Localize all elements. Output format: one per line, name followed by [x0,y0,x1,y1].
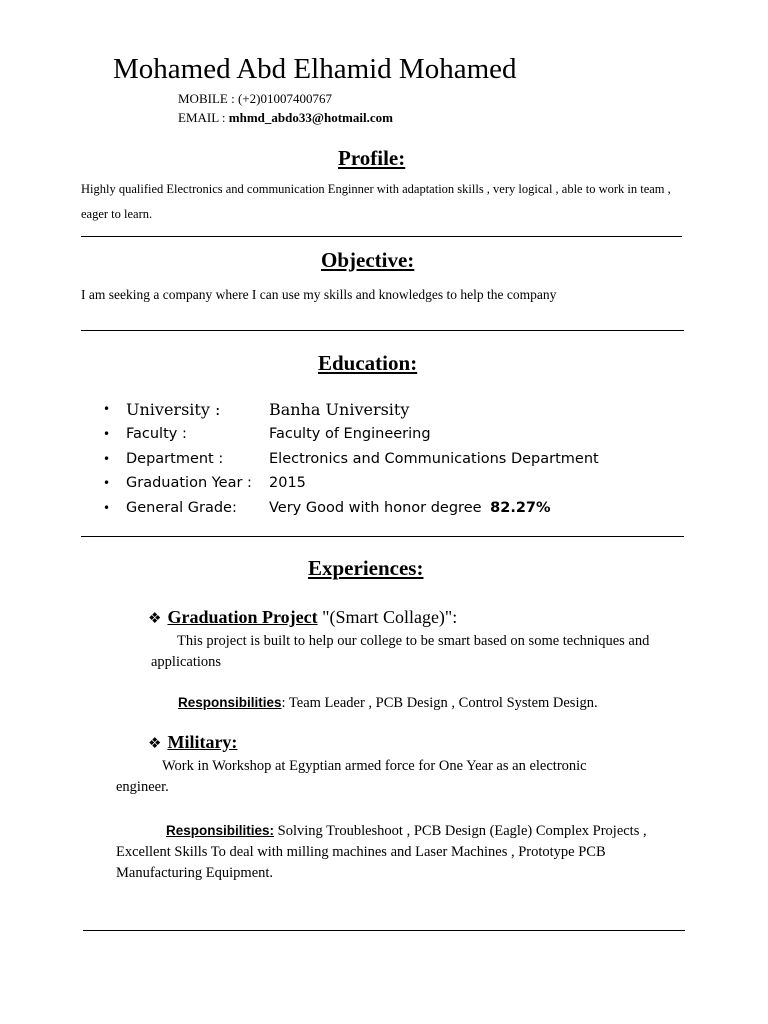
education-list [103,397,599,520]
grade-text: Very Good with honor degree [269,500,487,517]
mobile-line [178,91,332,107]
bullet: • [103,501,111,516]
responsibilities-label: Responsibilities [178,695,282,710]
divider [81,330,684,331]
email-address: mhmd_abdo33@hotmail.com [228,110,393,125]
graduation-project-responsibilities [178,692,598,714]
responsibilities-text: Solving Troubleshoot , PCB Design (Eagle) Complex Projects , Excellent Skills To deal with milling machines and Laser Machines , Prototype PCB Manufacturing Equipment. [116,823,647,881]
experiences-heading: Experiences: [308,556,424,580]
email-label: EMAIL : [178,110,229,125]
bullet: • [103,476,111,491]
military-responsibilities [116,820,661,884]
graduation-project-description: This project is built to help our college to be smart based on some techniques and applications [151,633,650,670]
mobile-label: MOBILE : [178,91,238,106]
military-description: Work in Workshop at Egyptian armed force for One Year as an electronic engineer. [116,758,587,795]
diamond-bullet-icon: ❖ [148,609,162,627]
education-value: Faculty of Engineering [269,426,431,443]
divider [81,236,682,237]
education-item-department [103,446,599,471]
education-label: Faculty : [126,426,187,443]
education-value: Banha University [269,399,410,419]
education-item-graduation-year [103,471,599,496]
education-value: 2015 [269,475,306,492]
education-label: University : [126,399,221,419]
bullet: • [103,427,111,442]
bullet: • [103,402,111,417]
graduation-project-title: Graduation Project [167,607,318,627]
education-item-faculty [103,422,599,447]
responsibilities-text: : Team Leader , PCB Design , Control System Design. [281,695,598,711]
divider [81,536,684,537]
profile-heading: Profile: [338,146,406,170]
education-label: Department : [126,450,224,467]
graduation-project-subtitle: "(Smart Collage)": [317,607,458,627]
education-value: Electronics and Communications Department [269,450,599,467]
bullet: • [103,451,111,466]
military-title-line [148,732,237,753]
education-value [269,500,551,516]
divider [83,930,685,931]
objective-heading: Objective: [321,248,415,272]
objective-text: I am seeking a company where I can use my skills and knowledges to help the company [81,287,557,302]
education-item-university [103,397,599,422]
email-line [178,110,393,126]
education-label: Graduation Year : [126,475,252,492]
military-title: Military: [167,732,238,752]
mobile-number: (+2)01007400767 [237,91,332,106]
diamond-bullet-icon: ❖ [148,734,162,752]
profile-text: Highly qualified Electronics and communication Enginner with adaptation skills , very logical , able to work in team , eager to learn. [81,182,671,221]
candidate-name: Mohamed Abd Elhamid Mohamed [113,53,517,85]
grade-percentage: 82.27% [490,500,551,517]
education-heading: Education: [318,351,418,375]
responsibilities-label: Responsibilities: [166,823,275,838]
education-label: General Grade: [126,500,237,517]
graduation-project-title-line [148,607,457,628]
education-item-general-grade [103,496,599,521]
